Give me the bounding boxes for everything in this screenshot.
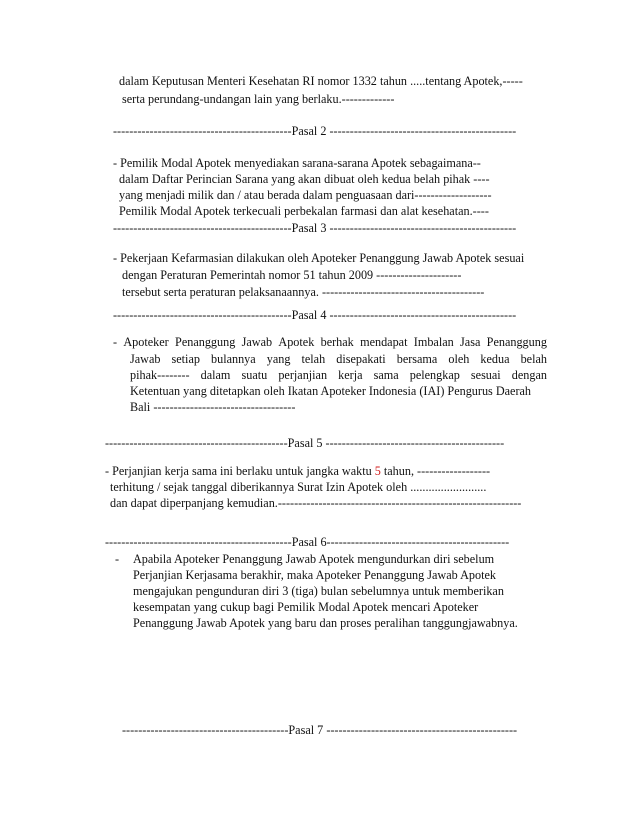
pasal-4-line-2: Jawab setiap bulannya yang telah disepakati bersama oleh kedua belah — [130, 352, 547, 366]
pasal-4-line-1 — [113, 334, 547, 350]
pasal-5-line-1-pre: - Perjanjian kerja sama ini berlaku untuk jangka waktu — [105, 464, 375, 478]
pasal-4-line-3: pihak-------- dalam suatu perjanjian kerja sama pelengkap sesuai dengan — [130, 368, 547, 382]
pasal-4-line-1-word: Apotek — [278, 335, 315, 349]
pasal-2-line-2: dalam Daftar Perincian Sarana yang akan dibuat oleh kedua belah pihak ---- — [119, 172, 490, 186]
pasal-4-line-1-word: Imbalan — [413, 335, 454, 349]
pasal-4-line-1-word: Penanggung — [486, 335, 547, 349]
pasal-3-line-3: tersebut serta peraturan pelaksanaannya. ---------------------------------------- — [122, 285, 485, 299]
pasal-3-line-2: dengan Peraturan Pemerintah nomor 51 tahun 2009 --------------------- — [122, 268, 462, 282]
intro-line-1: dalam Keputusan Menteri Kesehatan RI nomor 1332 tahun .....tentang Apotek,----- — [119, 74, 523, 88]
pasal-5-line-2: terhitung / sejak tanggal diberikannya Surat Izin Apotek oleh ......................... — [110, 480, 487, 494]
pasal-6-line-4: kesempatan yang cukup bagi Pemilik Modal Apotek mencari Apoteker — [133, 600, 479, 614]
pasal-2-line-4: Pemilik Modal Apotek terkecuali perbekalan farmasi dan alat kesehatan.---- — [119, 204, 489, 218]
pasal-4-line-1-word: Jasa — [460, 335, 481, 349]
pasal-4-line-1-word: - — [113, 335, 118, 349]
pasal-4-line-1-word: mendapat — [360, 335, 408, 349]
pasal-7-heading: -----------------------------------------Pasal 7 ----------------------------------------------- — [122, 723, 518, 737]
pasal-2-line-3: yang menjadi milik dan / atau berada dalam penguasaan dari------------------- — [119, 188, 492, 202]
pasal-4-line-5: Bali ----------------------------------- — [130, 400, 296, 414]
pasal-4-heading: --------------------------------------------Pasal 4 ---------------------------------------------- — [113, 308, 517, 322]
pasal-4-line-4: Ketentuan yang ditetapkan oleh Ikatan Apoteker Indonesia (IAI) Pengurus Daerah — [130, 384, 532, 398]
pasal-6-line-5: Penanggung Jawab Apotek yang baru dan proses peralihan tanggungjawabnya. — [133, 616, 518, 630]
pasal-4-line-1-word: Penanggung — [175, 335, 236, 349]
pasal-4-line-1-word: Apoteker — [123, 335, 169, 349]
pasal-6-line-3: mengajukan pengunduran diri 3 (tiga) bulan sebelumnya untuk memberikan — [133, 584, 504, 598]
pasal-6-line-2: Perjanjian Kerjasama berakhir, maka Apoteker Penanggung Jawab Apotek — [133, 568, 496, 582]
pasal-5-line-3: dan dapat diperpanjang kemudian.------------------------------------------------------------ — [110, 496, 522, 510]
pasal-5-line-1-post: tahun, ------------------ — [380, 464, 491, 478]
pasal-2-heading: --------------------------------------------Pasal 2 ---------------------------------------------- — [113, 124, 517, 138]
pasal-6-line-1: Apabila Apoteker Penanggung Jawab Apotek mengundurkan diri sebelum — [133, 552, 495, 566]
pasal-3-heading: --------------------------------------------Pasal 3 ---------------------------------------------- — [113, 221, 517, 235]
pasal-6-bullet: - — [115, 552, 120, 566]
pasal-4-line-1-word: berhak — [320, 335, 354, 349]
pasal-3-line-1: - Pekerjaan Kefarmasian dilakukan oleh Apoteker Penanggung Jawab Apotek sesuai — [113, 251, 525, 265]
pasal-5-heading: ---------------------------------------------Pasal 5 -------------------------------------------- — [105, 436, 505, 450]
pasal-2-line-1: - Pemilik Modal Apotek menyediakan sarana-sarana Apotek sebagaimana-- — [113, 156, 481, 170]
intro-line-2: serta perundang-undangan lain yang berlaku.------------- — [122, 92, 395, 106]
term-years-value: 5 — [374, 464, 381, 478]
pasal-5-line-1 — [105, 463, 490, 479]
pasal-6-heading: ----------------------------------------------Pasal 6--------------------------------------------- — [105, 535, 510, 549]
pasal-4-line-1-word: Jawab — [241, 335, 273, 349]
